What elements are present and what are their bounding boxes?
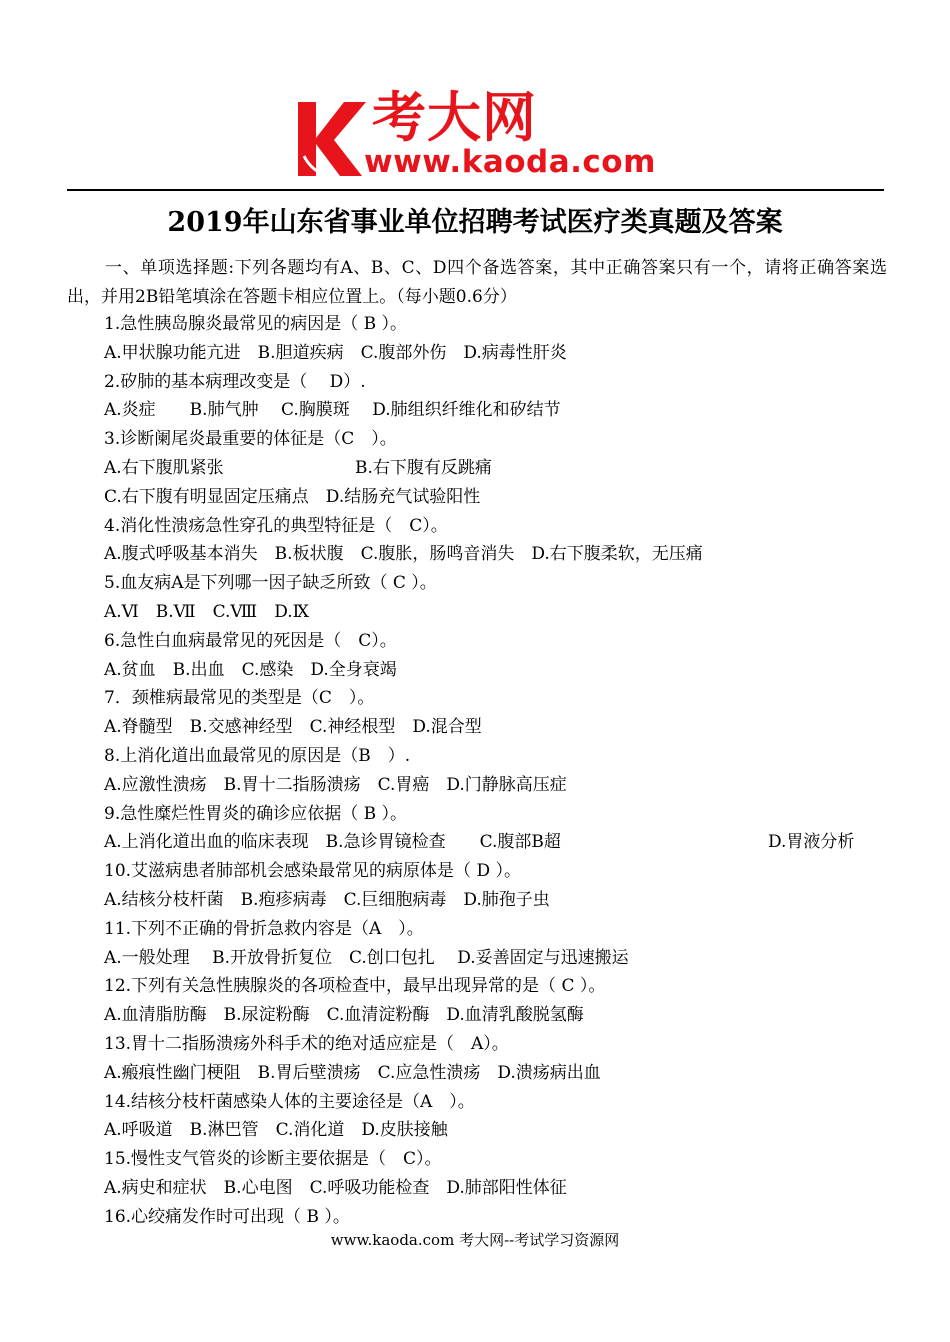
kaoda-logo xyxy=(296,86,666,182)
question-line: 13.胃十二指肠溃疡外科手术的绝对适应症是（ A）。 xyxy=(104,1033,509,1054)
brand-url: www.kaoda.com xyxy=(364,144,656,180)
question-line: 10.艾滋病患者肺部机会感染最常见的病原体是（ D ）。 xyxy=(104,861,521,882)
k-logo-icon xyxy=(296,98,368,178)
question-line: 9.急性糜烂性胃炎的确诊应依据（ B ）。 xyxy=(104,803,408,824)
option-line: A.瘢痕性幽门梗阻 B.胃后壁溃疡 C.应急性溃疡 D.溃疡病出血 xyxy=(104,1062,601,1083)
option-b: B.右下腹有反跳痛 xyxy=(355,457,492,478)
option-line: A.脊髓型 B.交感神经型 C.神经根型 D.混合型 xyxy=(104,717,482,738)
option-line: A.Ⅵ B.Ⅶ C.Ⅷ D.Ⅸ xyxy=(104,601,310,622)
question-line: 1.急性胰岛腺炎最常见的病因是（ B ）。 xyxy=(104,314,408,334)
option-line: A.应激性溃疡 B.胃十二指肠溃疡 C.胃癌 D.门静脉高压症 xyxy=(104,774,567,795)
option-line: A.呼吸道 B.淋巴管 C.消化道 D.皮肤接触 xyxy=(104,1120,448,1141)
question-list xyxy=(104,310,894,1232)
brand-name: 考大网 xyxy=(372,86,537,149)
question-line: 4.消化性溃疡急性穿孔的典型特征是（ C）。 xyxy=(104,515,448,536)
question-line: 8.上消化道出血最常见的原因是（B ）. xyxy=(104,745,411,766)
option-line xyxy=(104,828,894,857)
option-line: A.腹式呼吸基本消失 B.板状腹 C.腹胀，肠鸣音消失 D.右下腹柔软，无压痛 xyxy=(104,544,703,565)
options-abc: A.上消化道出血的临床表现 B.急诊胃镜检查 C.腹部B超 xyxy=(104,832,561,853)
option-a: A.右下腹肌紧张 xyxy=(104,457,224,478)
question-line: 6.急性白血病最常见的死因是（ C）。 xyxy=(104,630,397,651)
question-line: 11.下列不正确的骨折急救内容是（A ）。 xyxy=(104,918,424,939)
option-d: D.胃液分析 xyxy=(768,832,855,853)
question-line: 12.下列有关急性胰腺炎的各项检查中，最早出现异常的是（ C ）。 xyxy=(104,976,606,997)
document-title: 2019年山东省事业单位招聘考试医疗类真题及答案 xyxy=(167,207,783,238)
question-line: 16.心绞痛发作时可出现（ B ）。 xyxy=(104,1206,350,1227)
question-line: 5.血友病A是下列哪一因子缺乏所致（ C ）。 xyxy=(104,573,437,594)
header-divider xyxy=(67,189,884,191)
option-line: A.病史和症状 B.心电图 C.呼吸功能检查 D.肺部阳性体征 xyxy=(104,1177,567,1198)
option-line: A.贫血 B.出血 C.感染 D.全身衰竭 xyxy=(104,659,397,680)
page-footer: www.kaoda.com 考大网--考试学习资源网 xyxy=(330,1231,620,1249)
question-line: 7．颈椎病最常见的类型是（C ）。 xyxy=(104,688,375,709)
question-line: 3.诊断阑尾炎最重要的体征是（C ）。 xyxy=(104,429,397,450)
option-line: A.结核分枝杆菌 B.疱疹病毒 C.巨细胞病毒 D.肺孢子虫 xyxy=(104,889,550,910)
option-line: C.右下腹有明显固定压痛点 D.结肠充气试验阳性 xyxy=(104,486,481,507)
section-intro: 一、单项选择题:下列各题均有A、B、C、D四个备选答案，其中正确答案只有一个，请将正确答案选出，并用2B铅笔填涂在答题卡相应位置上。（每小题0.6分） xyxy=(67,258,887,307)
question-line: 15.慢性支气管炎的诊断主要依据是（ C）。 xyxy=(104,1149,442,1170)
option-line: A.炎症 B.肺气肿 C.胸膜斑 D.肺组织纤维化和矽结节 xyxy=(104,400,561,421)
option-line xyxy=(104,454,894,483)
option-line: A.甲状腺功能亢进 B.胆道疾病 C.腹部外伤 D.病毒性肝炎 xyxy=(104,342,567,363)
question-line: 14.结核分枝杆菌感染人体的主要途径是（A ）。 xyxy=(104,1091,475,1112)
option-line: A.血清脂肪酶 B.尿淀粉酶 C.血清淀粉酶 D.血清乳酸脱氢酶 xyxy=(104,1005,584,1026)
question-line: 2.矽肺的基本病理改变是（ D）. xyxy=(104,371,366,392)
option-line: A.一般处理 B.开放骨折复位 C.创口包扎 D.妥善固定与迅速搬运 xyxy=(104,947,629,968)
